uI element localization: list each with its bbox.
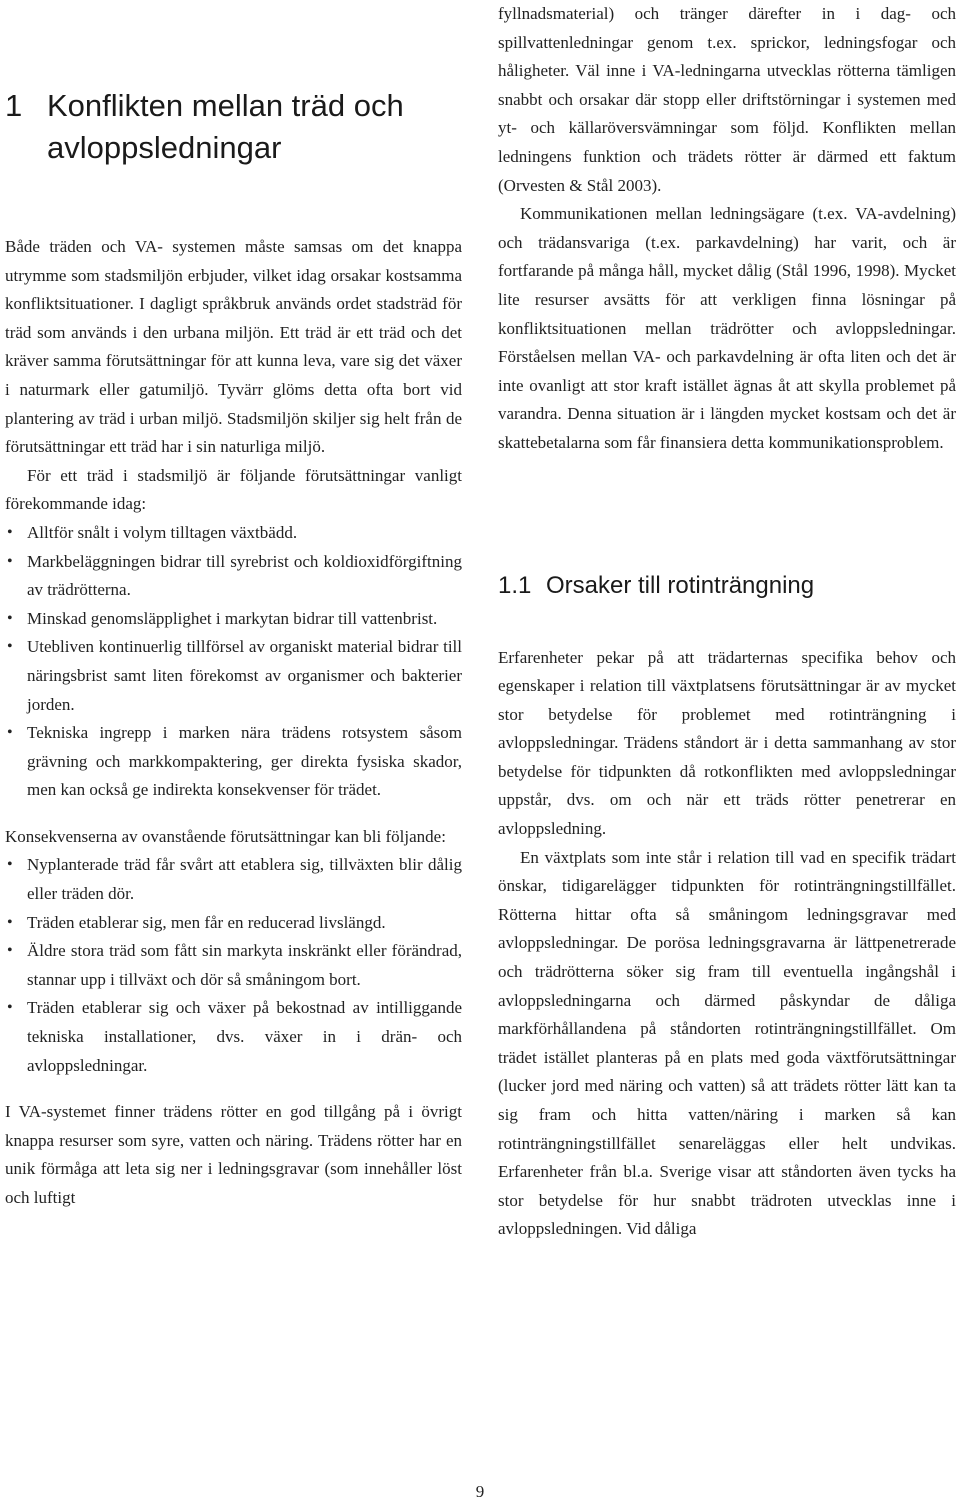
section-title: Orsaker till rotinträngning — [546, 571, 815, 599]
left-column — [5, 0, 462, 1213]
paragraph: Både träden och VA- systemen måste samsas om det knappa utrymme som stadsmiljön erbjuder, vilket idag orsakar kostsamma konfliktsituationer. I dagligt språkbruk används ordet stadsträd för träd som används i den urbana miljön. Ett träd är ett träd och det kräver samma förutsättningar för att kunna leva, vare sig det växer i naturmark eller gatumiljö. Tyvärr glöms detta ofta bort vid plantering av träd i urban miljö. Stadsmiljön skiljer sig helt från de förutsättningar ett träd har i sin naturliga miljö. — [5, 237, 462, 457]
list-item: • Markbeläggningen bidrar till syrebrist och koldioxidförgiftning av trädrötterna. — [5, 548, 462, 605]
paragraph: fyllnadsmaterial) och tränger därefter in i dag- och spillvattenledningar genom t.ex. sprickor, ledningsfogar och håligheter. Väl inne i VA-ledningarna utvecklas rötterna tämligen snabbt och orsakar där stopp eller driftstörningar i systemen med yt- och källaröversvämningar som följd. Konflikten mellan ledningens funktion och trädets rötter är därmed ett faktum (Orvesten & Stål 2003). — [498, 4, 956, 195]
list-item: • Träden etablerar sig, men får en reducerad livslängd. — [5, 909, 462, 938]
paragraph: Kommunikationen mellan ledningsägare (t.ex. VA-avdelning) och trädansvariga (t.ex. parkavdelning) har varit, och är fortfarande på många håll, mycket dålig (Stål 1996, 1998). Mycket lite resurser avsätts för att verkligen finna lösningar på konfliktsituationen mellan trädrötter och avloppsledningar. Förståelsen mellan VA- och parkavdelning är ofta liten och det är inte ovanligt att stor kraft istället ägnas åt att skylla problemet på varandra. Denna situation är i längden mycket kostsam och det är skattebetalarna som får finansiera detta kommunikationsproblem. — [498, 204, 956, 452]
paragraph: I VA-systemet finner trädens rötter en god tillgång på i övrigt knappa resurser som syre, vatten och näring. Trädens rötter har en unik förmåga att leta sig ner i ledningsgravar (som innehåller löst och luftigt — [5, 1102, 462, 1207]
paragraph: En växtplats som inte står i relation till vad en specifik trädart önskar, tidigarelägger tidpunkten för rotinträngningstillfället. Rötterna hittar ofta så småningom ledningsgravar med avloppsledningar. De porösa ledningsgravarna är lättpenetrerade och trädrötterna söker sig fram till eventuella ingångshål i avloppsledningarna och därmed påskyndar de dåliga markförhållandena på ståndorten rotinträngningstillfället. Om trädet istället planteras på en plats med goda växtförutsättningar (lucker jord med näring och vatten) så att trädets rötter lätt kan ta sig fram och hitta vatten/näring i marken så kan rotinträngningstillfället senareläggas eller helt undvikas. Erfarenheter från bl.a. Sverige visar att ståndorten även tycks ha stor betydelse för hur snabbt trädroten utvecklas inne i avloppsledningen. Vid dåliga — [498, 847, 956, 1239]
bullet-list — [5, 851, 462, 1080]
list-item: • Utebliven kontinuerlig tillförsel av organiskt material bidrar till näringsbrist samt liten förekomst av organismer och bakterier jorden. — [5, 633, 462, 719]
chapter-heading — [5, 85, 462, 169]
paragraph: Erfarenheter pekar på att trädarternas specifika behov och egenskaper i relation till växtplatsens förutsättningar är av mycket stor betydelse för problemet med rotinträngning i avloppsledningar. Trädens ståndort är i detta sammanhang av stor betydelse för tidpunkten då rotkonflikten med avloppsledningar uppstår, dvs. om och när ett träds rötter penetrerar en avloppsledning. — [498, 647, 956, 839]
chapter-title: Konflikten mellan träd och avloppsledningar — [47, 88, 404, 165]
list-item: • Äldre stora träd som fått sin markyta inskränkt eller förändrad, stannar upp i tillväxt och dör så småningom bort. — [5, 937, 462, 994]
list-item: • Alltför snålt i volym tilltagen växtbädd. — [5, 519, 462, 548]
bullet-list — [5, 519, 462, 805]
section-heading — [498, 570, 956, 602]
paragraph: För ett träd i stadsmiljö är följande förutsättningar vanligt förekommande idag: — [5, 465, 462, 514]
right-column — [498, 0, 956, 1244]
section-number: 1.1 — [498, 571, 532, 599]
page-number: 9 — [475, 1482, 485, 1501]
chapter-number: 1 — [5, 88, 23, 123]
list-item: • Tekniska ingrepp i marken nära trädens rotsystem såsom grävning och markkompaktering, ger direkta fysiska skador, men kan också ge indirekta konsekvenser för trädet. — [5, 719, 462, 805]
list-item: • Nyplanterade träd får svårt att etablera sig, tillväxten blir dålig eller träden dör. — [5, 851, 462, 908]
list-item: • Träden etablerar sig och växer på bekostnad av intilliggande tekniska installationer, dvs. växer in i drän- och avloppsledningar. — [5, 994, 462, 1080]
paragraph: Konsekvenserna av ovanstående förutsättningar kan bli följande: — [5, 826, 446, 846]
list-item: • Minskad genomsläpplighet i markytan bidrar till vattenbrist. — [5, 605, 462, 634]
